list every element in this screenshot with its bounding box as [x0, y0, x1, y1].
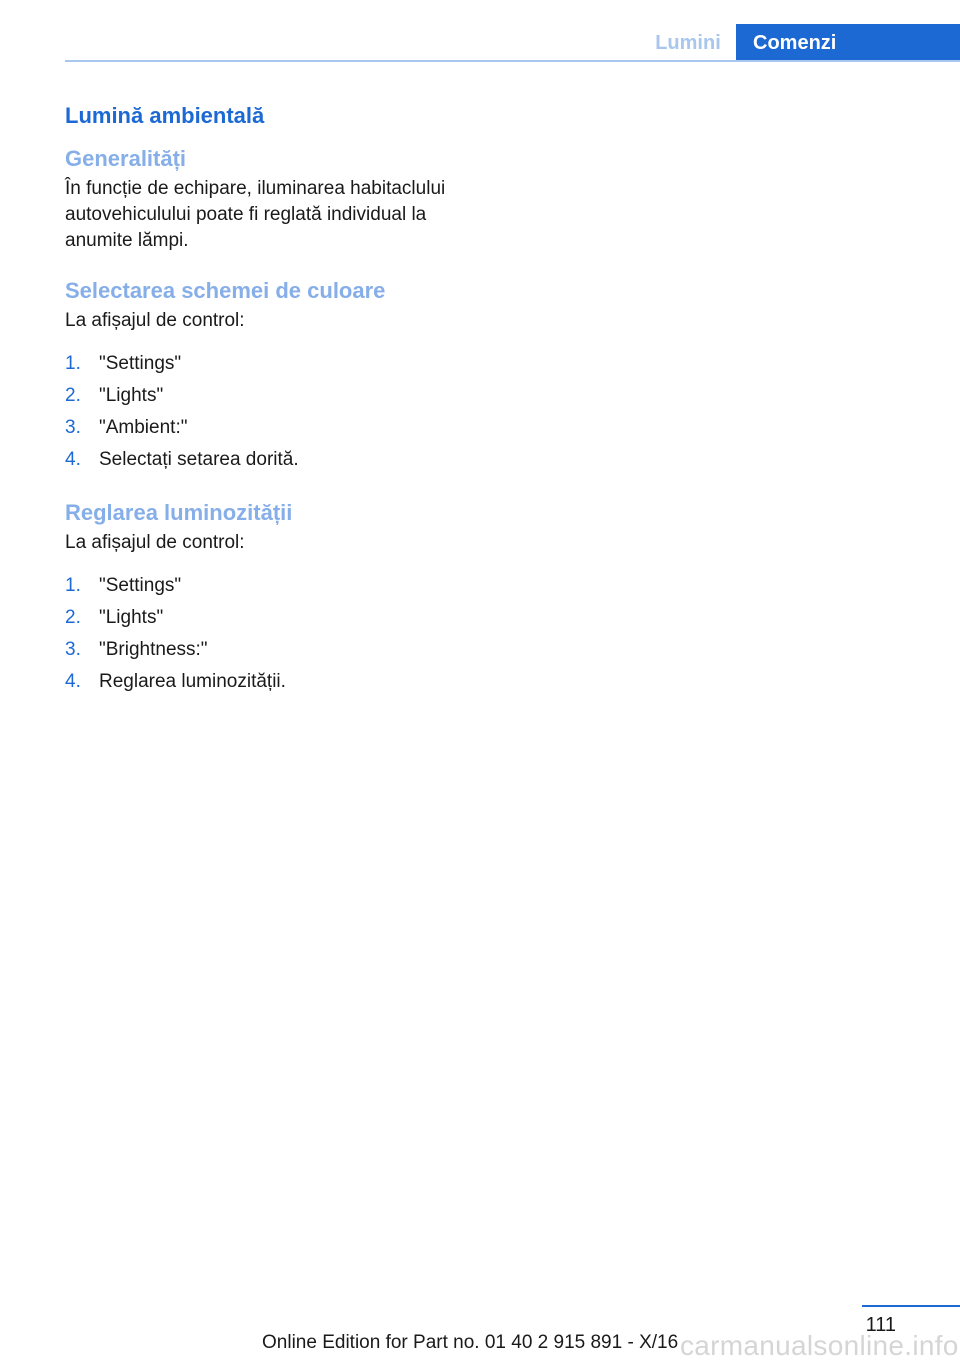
list-item	[65, 570, 485, 602]
section-intro-color-scheme: La afișajul de control:	[65, 310, 245, 331]
step-number: 2.	[65, 385, 81, 406]
section-heading-color-scheme: Selectarea schemei de culoare	[65, 278, 386, 303]
tab-lumini[interactable]: Lumini	[655, 31, 721, 54]
step-number: 3.	[65, 639, 81, 660]
step-text: Selectați setarea dorită.	[99, 449, 299, 470]
step-number: 1.	[65, 575, 81, 596]
steps-brightness	[65, 570, 485, 698]
step-number: 3.	[65, 417, 81, 438]
list-item	[65, 348, 485, 380]
step-number: 2.	[65, 607, 81, 628]
step-number: 1.	[65, 353, 81, 374]
step-text: Reglarea luminozității.	[99, 671, 286, 692]
list-item	[65, 666, 485, 698]
step-number: 4.	[65, 671, 81, 692]
section-heading-general: Generalități	[65, 146, 187, 171]
section-text-general: În funcție de echipare, iluminarea habitaclului autovehiculului poate fi reglată individual la anumite lămpi.	[65, 178, 446, 251]
footer-divider	[862, 1305, 960, 1307]
step-text: "Settings"	[99, 353, 182, 374]
section-heading-brightness: Reglarea luminozității	[65, 500, 293, 525]
page-number: 111	[865, 1314, 896, 1336]
list-item	[65, 602, 485, 634]
edition-text: Online Edition for Part no. 01 40 2 915 891 - X/16	[262, 1332, 679, 1353]
step-text: "Lights"	[99, 385, 164, 406]
tab-comenzi[interactable]: Comenzi	[736, 24, 960, 62]
list-item	[65, 634, 485, 666]
watermark: carmanualsonline.info	[680, 1330, 959, 1361]
step-text: "Brightness:"	[99, 639, 208, 660]
header-divider	[65, 60, 960, 62]
step-text: "Settings"	[99, 575, 182, 596]
page-content	[65, 100, 485, 720]
list-item	[65, 412, 485, 444]
step-number: 4.	[65, 449, 81, 470]
list-item	[65, 380, 485, 412]
step-text: "Lights"	[99, 607, 164, 628]
step-text: "Ambient:"	[99, 417, 188, 438]
list-item	[65, 444, 485, 476]
page-title: Lumină ambientală	[65, 103, 265, 128]
steps-color-scheme	[65, 348, 485, 476]
section-intro-brightness: La afișajul de control:	[65, 532, 245, 553]
